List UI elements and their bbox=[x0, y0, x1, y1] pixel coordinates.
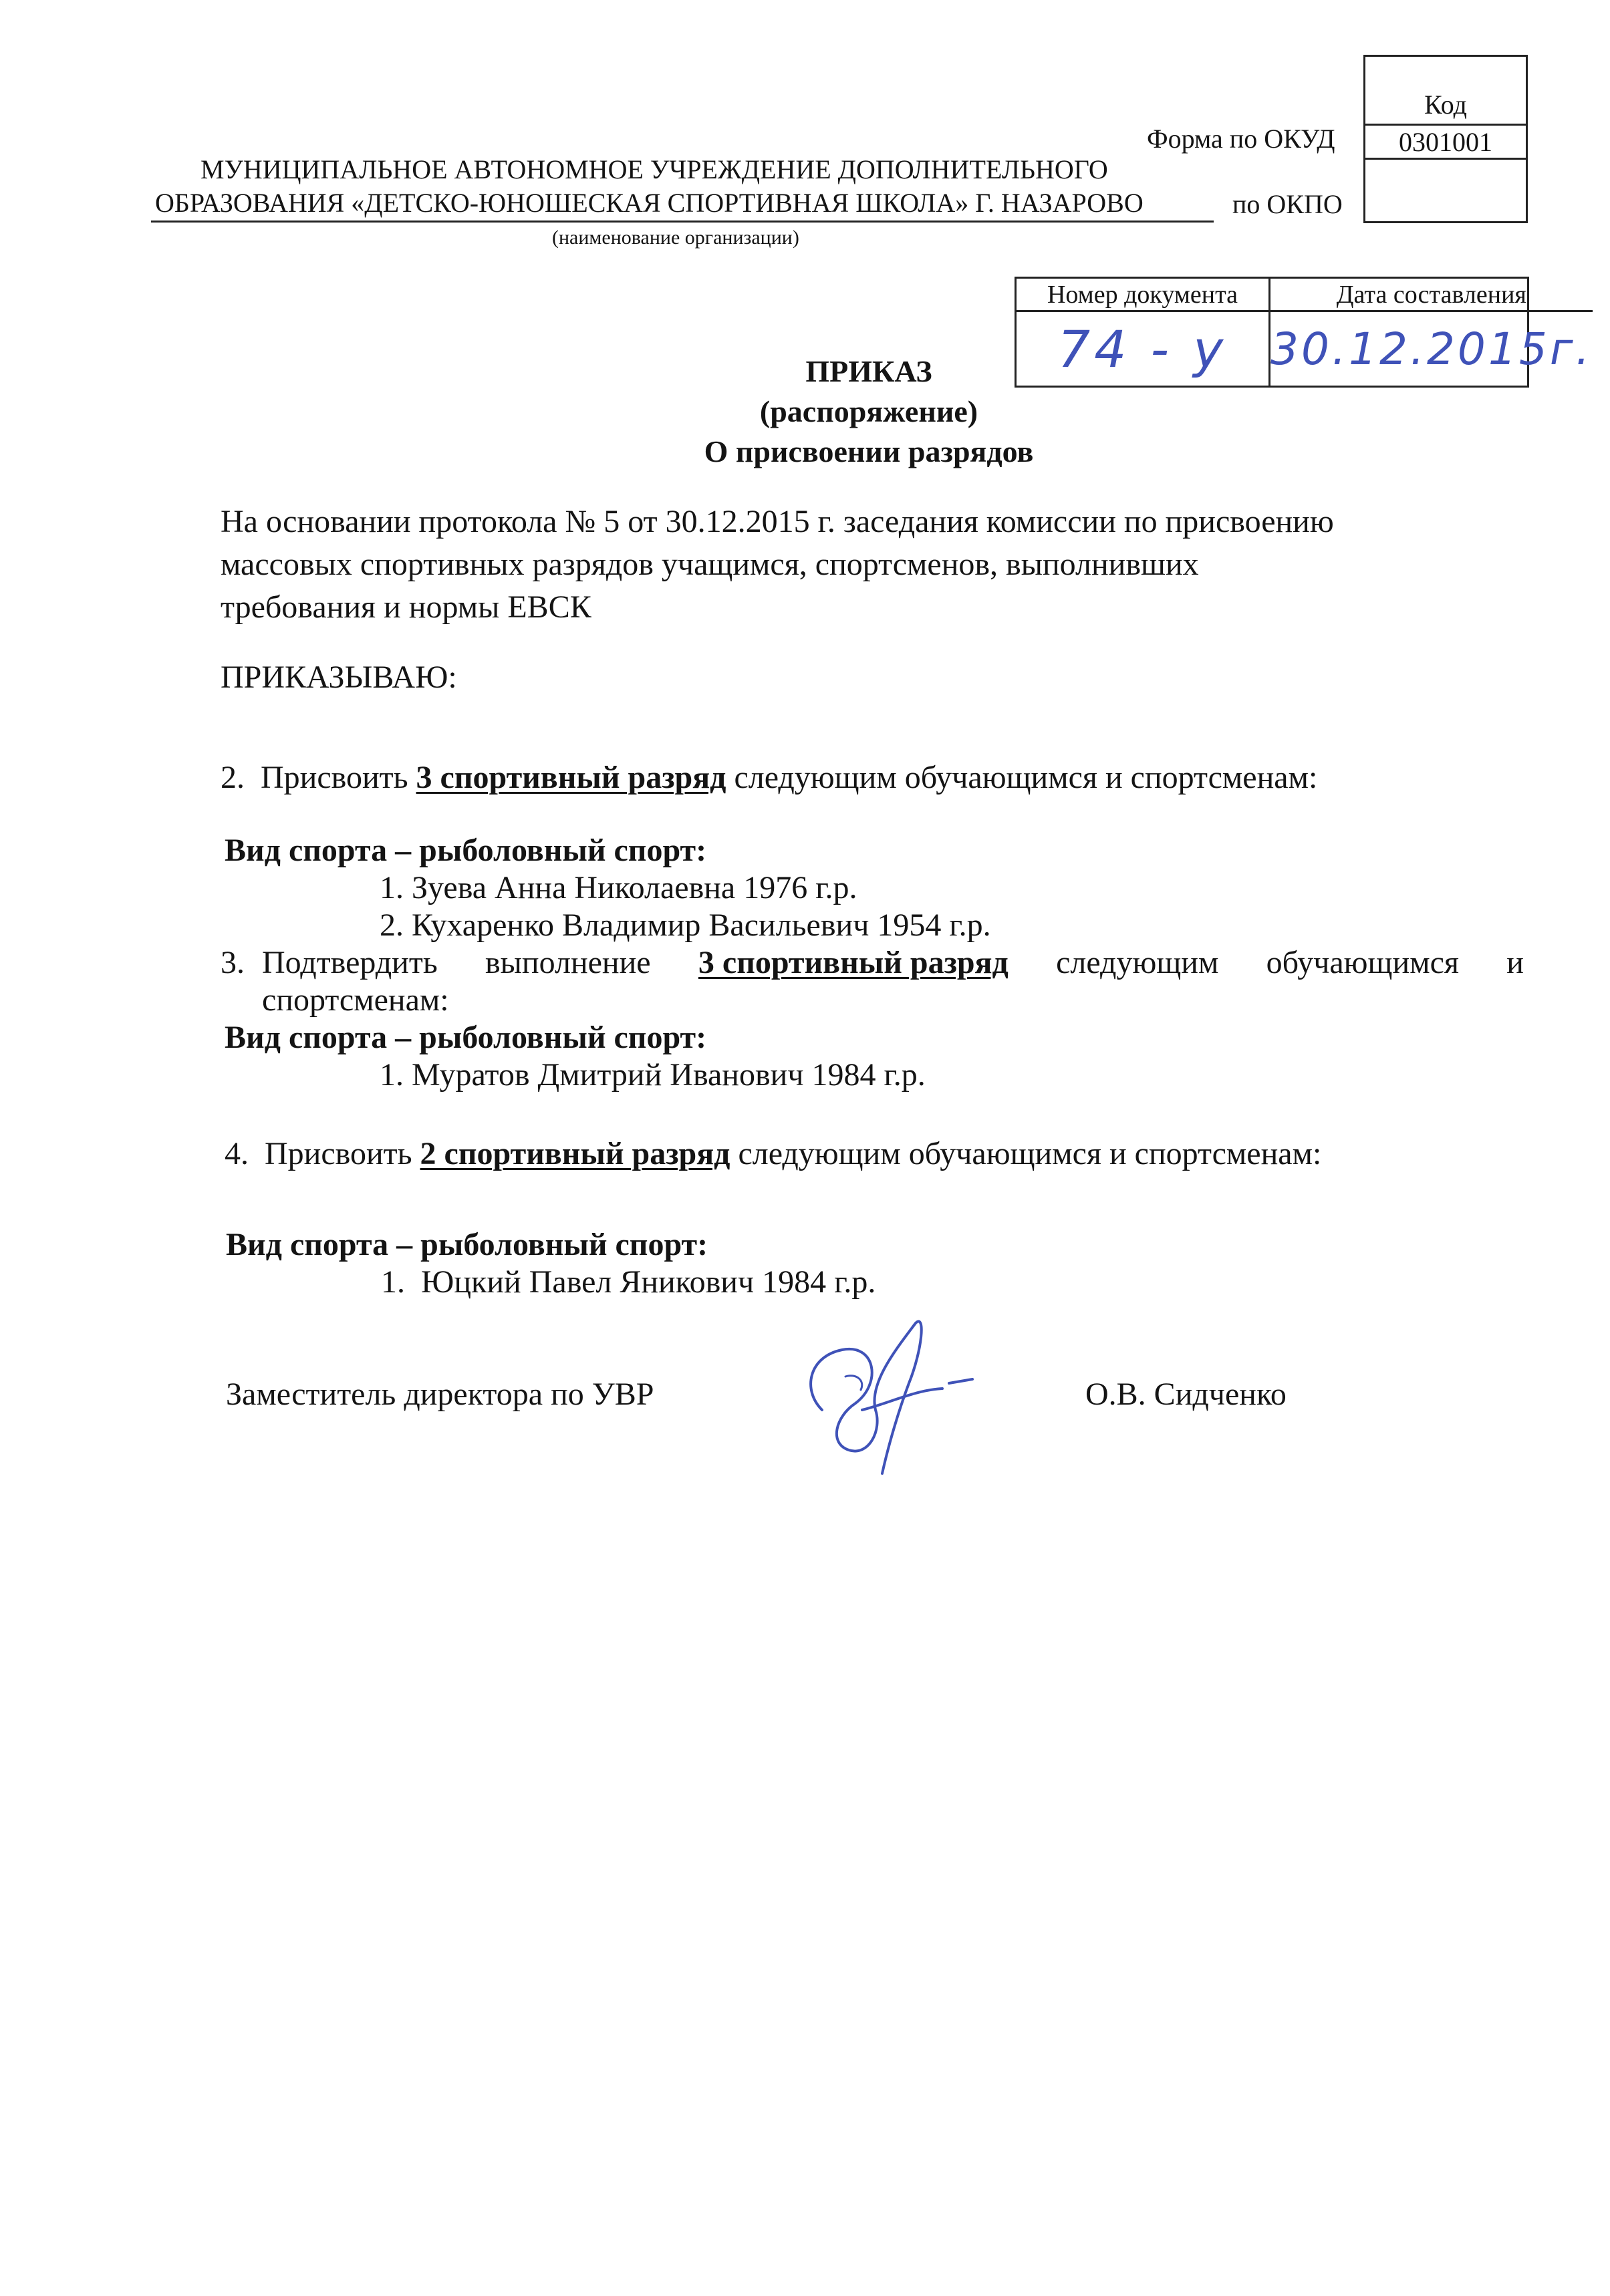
org-name-underline bbox=[151, 221, 1214, 223]
item2-sport: Вид спорта – рыболовный спорт: bbox=[225, 833, 707, 868]
signature-scribble-icon bbox=[782, 1310, 982, 1483]
item4-number: 4. bbox=[225, 1136, 249, 1171]
org-name-caption: (наименование организации) bbox=[552, 227, 799, 249]
item3-word: выполнение bbox=[485, 945, 651, 980]
item4-suffix: следующим обучающимся и спортсменам: bbox=[738, 1136, 1322, 1171]
item4-line bbox=[225, 1135, 1321, 1173]
preamble-line1: На основании протокола № 5 от 30.12.2015 г. заседания комиссии по присвоению bbox=[221, 504, 1334, 539]
preamble-line3: требования и нормы ЕВСК bbox=[221, 589, 591, 625]
org-name-line1: МУНИЦИПАЛЬНОЕ АВТОНОМНОЕ УЧРЕЖДЕНИЕ ДОПОЛНИТЕЛЬНОГО bbox=[200, 154, 1108, 184]
item4-prefix: Присвоить bbox=[265, 1136, 412, 1171]
item2-person2 bbox=[380, 906, 991, 945]
order-word: ПРИКАЗЫВАЮ: bbox=[221, 660, 457, 695]
signature-name: О.В. Сидченко bbox=[1085, 1377, 1287, 1412]
item2-rank: 3 спортивный разряд bbox=[416, 760, 726, 795]
item3-line1 bbox=[262, 944, 1524, 982]
preamble-line2: массовых спортивных разрядов учащимся, спортсменов, выполнивших bbox=[221, 547, 1199, 582]
person-name: Зуева Анна Николаевна 1976 г.р. bbox=[412, 870, 857, 905]
person-name: Кухаренко Владимир Васильевич 1954 г.р. bbox=[412, 907, 991, 943]
item3-word: Подтвердить bbox=[262, 945, 438, 980]
item3-person1 bbox=[380, 1056, 926, 1095]
title-rasporyazhenie: (распоряжение) bbox=[759, 394, 978, 428]
item3-word: обучающимся bbox=[1266, 945, 1459, 980]
item3-word: и bbox=[1506, 945, 1524, 980]
item4-sport: Вид спорта – рыболовный спорт: bbox=[226, 1227, 708, 1262]
person-name: Муратов Дмитрий Иванович 1984 г.р. bbox=[412, 1057, 926, 1093]
item2-suffix: следующим обучающимся и спортсменам: bbox=[734, 760, 1318, 795]
person-number: 1. bbox=[380, 1057, 404, 1093]
item2-line bbox=[221, 758, 1317, 797]
person-number: 1. bbox=[381, 1264, 405, 1300]
title-prikaz: ПРИКАЗ bbox=[805, 354, 932, 388]
doc-number-header: Номер документа bbox=[1017, 279, 1270, 312]
code-label: Код bbox=[1424, 90, 1467, 120]
person-name: Юцкий Павел Яникович 1984 г.р. bbox=[421, 1264, 876, 1300]
item3-line2: спортсменам: bbox=[262, 982, 449, 1018]
item3-word: следующим bbox=[1056, 945, 1219, 980]
okud-label: Форма по ОКУД bbox=[1147, 124, 1335, 154]
doc-date-header: Дата составления bbox=[1270, 279, 1593, 312]
title-subject: О присвоении разрядов bbox=[704, 434, 1034, 468]
okpo-label: по ОКПО bbox=[1232, 189, 1343, 219]
org-name-line2: ОБРАЗОВАНИЯ «ДЕТСКО-ЮНОШЕСКАЯ СПОРТИВНАЯ ШКОЛА» Г. НАЗАРОВО bbox=[155, 188, 1144, 218]
item4-rank: 2 спортивный разряд bbox=[420, 1136, 730, 1171]
item2-prefix: Присвоить bbox=[261, 760, 408, 795]
item4-person1 bbox=[381, 1263, 876, 1302]
okpo-code-cell bbox=[1363, 156, 1528, 223]
item3-number: 3. bbox=[221, 945, 245, 980]
person-number: 2. bbox=[380, 907, 404, 943]
person-number: 1. bbox=[380, 870, 404, 905]
item2-person1 bbox=[380, 869, 857, 907]
doc-number-handwritten: 74 - у bbox=[1057, 319, 1228, 379]
item2-number: 2. bbox=[221, 760, 245, 795]
doc-date-handwritten: 30.12.2015г. bbox=[1270, 323, 1593, 375]
signature-position: Заместитель директора по УВР bbox=[226, 1377, 654, 1412]
item3-rank: 3 спортивный разряд bbox=[698, 945, 1009, 980]
item3-sport: Вид спорта – рыболовный спорт: bbox=[225, 1020, 707, 1055]
okud-code-value: 0301001 bbox=[1365, 124, 1526, 158]
code-box bbox=[1363, 55, 1528, 160]
